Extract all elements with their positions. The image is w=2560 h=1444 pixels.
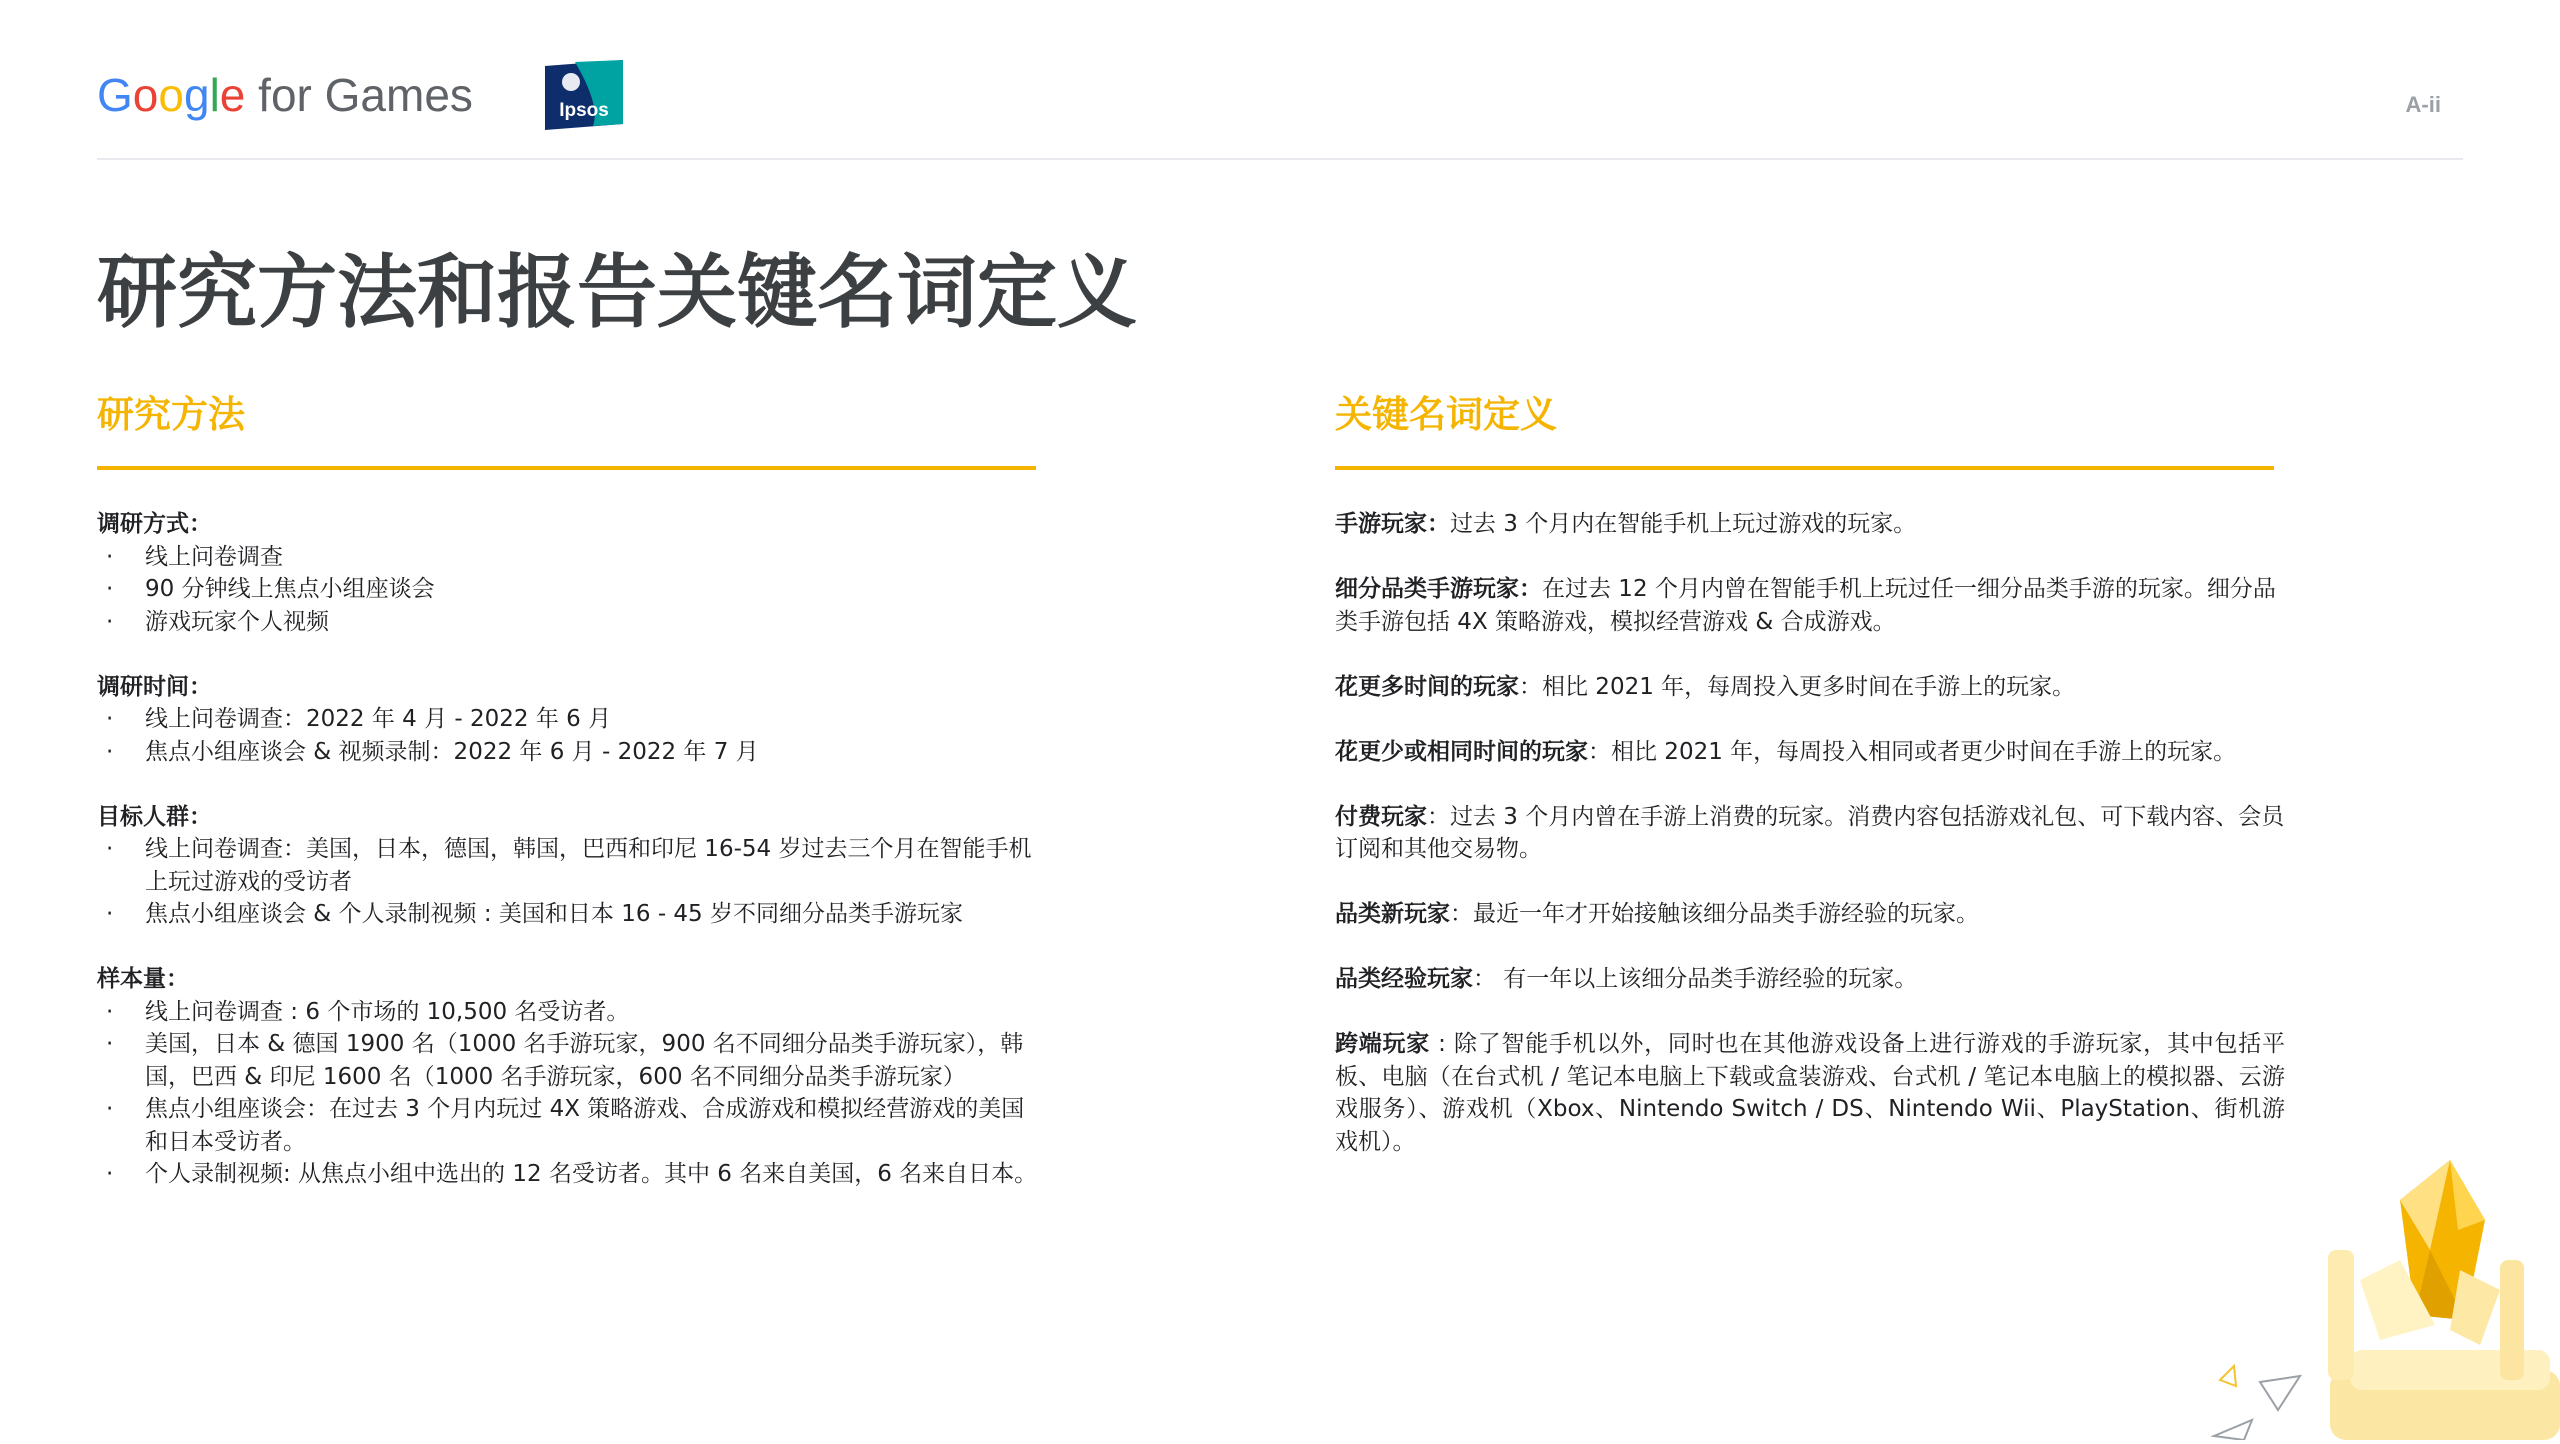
methodology-underline	[97, 466, 1036, 470]
definition-item	[1335, 671, 2285, 704]
methodology-section	[97, 801, 1047, 931]
methodology-column	[97, 508, 1047, 1223]
bullet-item: · 线上问卷调查	[97, 541, 1047, 574]
definitions-heading: 关键名词定义	[1335, 393, 1557, 436]
definitions-underline	[1335, 466, 2274, 470]
definition-item	[1335, 898, 2285, 931]
definition-item	[1335, 736, 2285, 769]
bullet-item: · 焦点小组座谈会 & 个人录制视频 : 美国和日本 16 - 45 岁不同细分品类手游玩家	[97, 898, 1047, 931]
definition-text: : 除了智能手机以外，同时也在其他游戏设备上进行游戏的手游玩家，其中包括平板、电脑（在台式机 / 笔记本电脑上下载或盒装游戏、台式机 / 笔记本电脑上的模拟器、云游戏服务）、游戏机（Xbox、Nintendo Switch / DS、Nintendo Wii、PlayStation、街机游戏机）。	[1335, 1031, 2285, 1155]
definition-term: 花更少或相同时间的玩家	[1335, 738, 1588, 765]
methodology-section	[97, 963, 1047, 1191]
methodology-section	[97, 671, 1047, 769]
definition-text: ：相比 2021 年，每周投入相同或者更少时间在手游上的玩家。	[1588, 738, 2237, 765]
definition-term: 手游玩家：	[1335, 511, 1450, 537]
definition-term: 品类新玩家	[1335, 901, 1450, 927]
definition-text: ：相比 2021 年，每周投入更多时间在手游上的玩家。	[1519, 673, 2076, 700]
definition-text: ： 有一年以上该细分品类手游经验的玩家。	[1473, 966, 1918, 992]
definition-item	[1335, 508, 2285, 541]
methodology-section	[97, 508, 1047, 638]
header-divider	[97, 158, 2463, 160]
bullet-item: · 美国，日本 & 德国 1900 名（1000 名手游玩家，900 名不同细分品类手游玩家），韩国，巴西 & 印尼 1600 名（1000 名手游玩家，600 名不同细分品类手游玩家）	[97, 1028, 1047, 1093]
bullet-item: · 焦点小组座谈会 & 视频录制：2022 年 6 月 - 2022 年 7 月	[97, 736, 1047, 769]
bullet-item: · 线上问卷调查：美国，日本，德国，韩国，巴西和印尼 16-54 岁过去三个月在智能手机上玩过游戏的受访者	[97, 833, 1047, 898]
definition-term: 细分品类手游玩家：	[1335, 576, 1542, 602]
definition-term: 花更多时间的玩家	[1335, 673, 1519, 700]
page-number: A-ii	[2405, 92, 2441, 117]
section-label: 样本量：	[97, 966, 189, 992]
definition-term: 品类经验玩家	[1335, 966, 1473, 992]
bullet-item: · 个人录制视频: 从焦点小组中选出的 12 名受访者。其中 6 名来自美国，6 名来自日本。	[97, 1158, 1047, 1191]
bullet-item: · 90 分钟线上焦点小组座谈会	[97, 573, 1047, 606]
bullet-item: · 线上问卷调查：2022 年 4 月 - 2022 年 6 月	[97, 703, 1047, 736]
definition-text: 在过去 12 个月内曾在智能手机上玩过任一细分品类手游的玩家。细分品类手游包括 4X 策略游戏，模拟经营游戏 & 合成游戏。	[1335, 576, 2276, 635]
section-label: 调研方式：	[97, 511, 212, 537]
definition-text: ：过去 3 个月内曾在手游上消费的玩家。消费内容包括游戏礼包、可下载内容、会员订阅和其他交易物。	[1335, 803, 2285, 862]
bullet-item: · 焦点小组座谈会：在过去 3 个月内玩过 4X 策略游戏、合成游戏和模拟经营游戏的美国和日本受访者。	[97, 1093, 1047, 1158]
bullet-item: · 线上问卷调查 : 6 个市场的 10,500 名受访者。	[97, 996, 1047, 1029]
section-label: 目标人群：	[97, 803, 212, 830]
definition-term: 跨端玩家	[1335, 1031, 1431, 1057]
definition-item	[1335, 801, 2285, 866]
definitions-column	[1335, 508, 2285, 1191]
svg-text:Ipsos: Ipsos	[559, 100, 609, 121]
section-label: 调研时间：	[97, 673, 212, 700]
bullet-item: · 游戏玩家个人视频	[97, 606, 1047, 639]
definition-item	[1335, 1028, 2285, 1158]
page-title: 研究方法和报告关键名词定义	[97, 246, 1137, 339]
definition-item	[1335, 573, 2285, 638]
methodology-heading: 研究方法	[97, 393, 245, 436]
definition-item	[1335, 963, 2285, 996]
trophy-illustration	[2200, 1140, 2560, 1440]
header	[97, 40, 2463, 160]
google-for-games-logo: Google for Games	[97, 69, 473, 121]
ipsos-logo	[545, 60, 623, 130]
definition-term: 付费玩家	[1335, 803, 1427, 830]
definition-text: ：最近一年才开始接触该细分品类手游经验的玩家。	[1450, 901, 1979, 927]
definition-text: 过去 3 个月内在智能手机上玩过游戏的玩家。	[1450, 511, 1917, 537]
